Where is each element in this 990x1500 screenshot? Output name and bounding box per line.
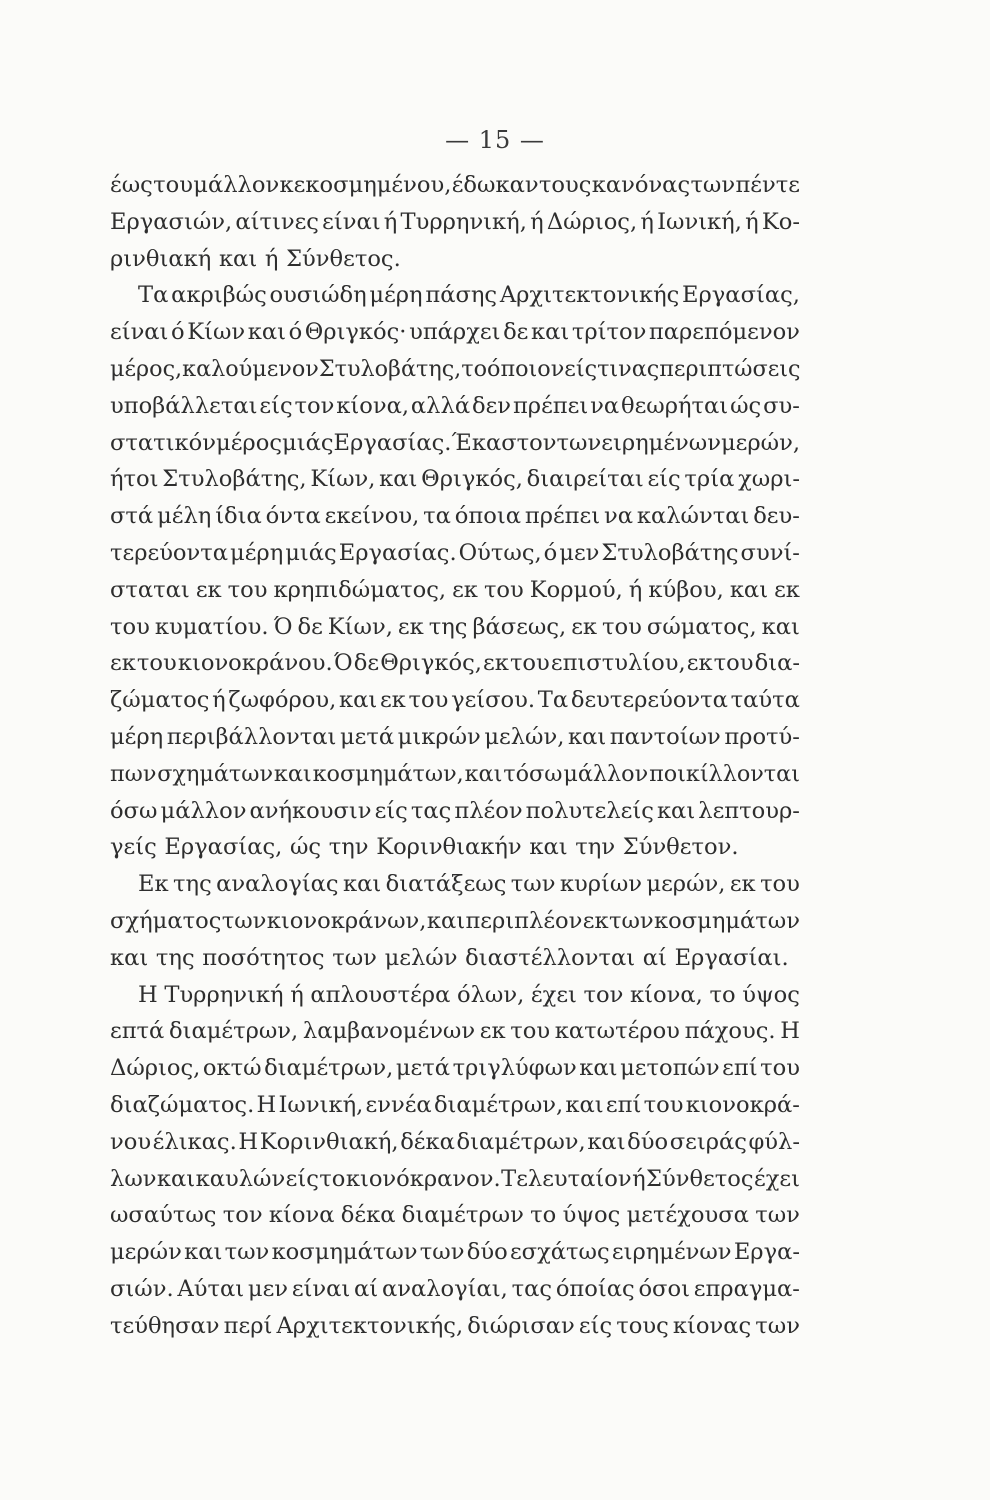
text-line: Τα ακριβώς ουσιώδη μέρη πάσης Αρχιτεκτονικής Εργασίας,: [138, 282, 800, 309]
text-line: τερεύοντα μέρη μιάς Εργασίας. Ούτως, ό μεν Στυλοβάτης συνί-: [110, 539, 800, 566]
text-line: ρινθιακή και ή Σύνθετος.: [110, 245, 401, 272]
text-line: σιών. Αύται μεν είναι αί αναλογίαι, τας όποίας όσοι επραγμα-: [110, 1275, 800, 1302]
text-line: στά μέλη ίδια όντα εκείνου, τα όποια πρέπει να καλώνται δευ-: [110, 503, 800, 530]
text-line: του κυματίου. Ό δε Κίων, εκ της βάσεως, εκ του σώματος, και: [110, 613, 800, 640]
text-line: έως του μάλλον κεκοσμημένου, έδωκαν τους κανόνας των πέντε: [110, 172, 800, 198]
text-line: στατικόν μέρος μιάς Εργασίας. Έκαστον των ειρημένων μερών,: [110, 429, 800, 456]
text-line: πων σχημάτων και κοσμημάτων, και τόσω μάλλον ποικίλλονται: [110, 760, 800, 787]
text-line: τεύθησαν περί Αρχιτεκτονικής, διώρισαν είς τους κίονας των: [110, 1312, 800, 1339]
text-line: ζώματος ή ζωφόρου, και εκ του γείσου. Τα δευτερεύοντα ταύτα: [110, 687, 800, 714]
text-line: Η Τυρρηνική ή απλουστέρα όλων, έχει τον κίονα, το ύψος: [138, 981, 800, 1008]
text-line: ωσαύτως τον κίονα δέκα διαμέτρων το ύψος μετέχουσα των: [110, 1202, 800, 1229]
text-line: Εργασιών, αίτινες είναι ή Τυρρηνική, ή Δώριος, ή Ιωνική, ή Κο-: [110, 208, 800, 235]
text-line: μέρη περιβάλλονται μετά μικρών μελών, και παντοίων προτύ-: [110, 723, 800, 750]
text-line: γείς Εργασίας, ώς την Κορινθιακήν και την Σύνθετον.: [110, 834, 739, 861]
text-line: μέρος, καλούμενον Στυλοβάτης, το όποιον είς τινας περιπτώσεις: [110, 355, 801, 382]
text-line: νου έλικας. Η Κορινθιακή, δέκα διαμέτρων, και δύο σειράς φύλ-: [110, 1128, 800, 1155]
text-line: σταται εκ του κρηπιδώματος, εκ του Κορμού, ή κύβου, και εκ: [110, 576, 800, 603]
page-number: — 15 —: [445, 126, 545, 154]
text-line: μερών και των κοσμημάτων των δύο εσχάτως ειρημένων Εργα-: [110, 1239, 800, 1266]
text-line: Εκ της αναλογίας και διατάξεως των κυρίων μερών, εκ του: [138, 871, 800, 898]
page-body-text: [110, 167, 800, 1345]
text-line: εκ του κιονοκράνου. Ό δε Θριγκός, εκ του επιστυλίου, εκ του δια-: [110, 650, 800, 677]
text-line: διαζώματος. Η Ιωνική, εννέα διαμέτρων, και επί του κιονοκρά-: [110, 1091, 800, 1118]
text-line: υποβάλλεται είς τον κίονα, αλλά δεν πρέπει να θεωρήται ώς συ-: [110, 392, 800, 419]
text-line: σχήματος των κιονοκράνων, και περιπλέον εκ των κοσμημάτων: [110, 907, 800, 934]
text-line: όσω μάλλον ανήκουσιν είς τας πλέον πολυτελείς και λεπτουρ-: [110, 797, 800, 824]
text-line: ήτοι Στυλοβάτης, Κίων, και Θριγκός, διαιρείται είς τρία χωρι-: [110, 466, 800, 493]
text-line: επτά διαμέτρων, λαμβανομένων εκ του κατωτέρου πάχους. Η: [110, 1018, 800, 1045]
text-line: και της ποσότητος των μελών διαστέλλονται αί Εργασίαι.: [110, 944, 789, 971]
text-line: Δώριος, οκτώ διαμέτρων, μετά τριγλύφων και μετοπών επί του: [110, 1055, 800, 1082]
text-line: είναι ό Κίων και ό Θριγκός· υπάρχει δε και τρίτον παρεπόμενον: [110, 319, 800, 346]
text-line: λων και καυλών είς το κιονόκρανον. Τελευταίον ή Σύνθετος έχει: [110, 1165, 800, 1192]
